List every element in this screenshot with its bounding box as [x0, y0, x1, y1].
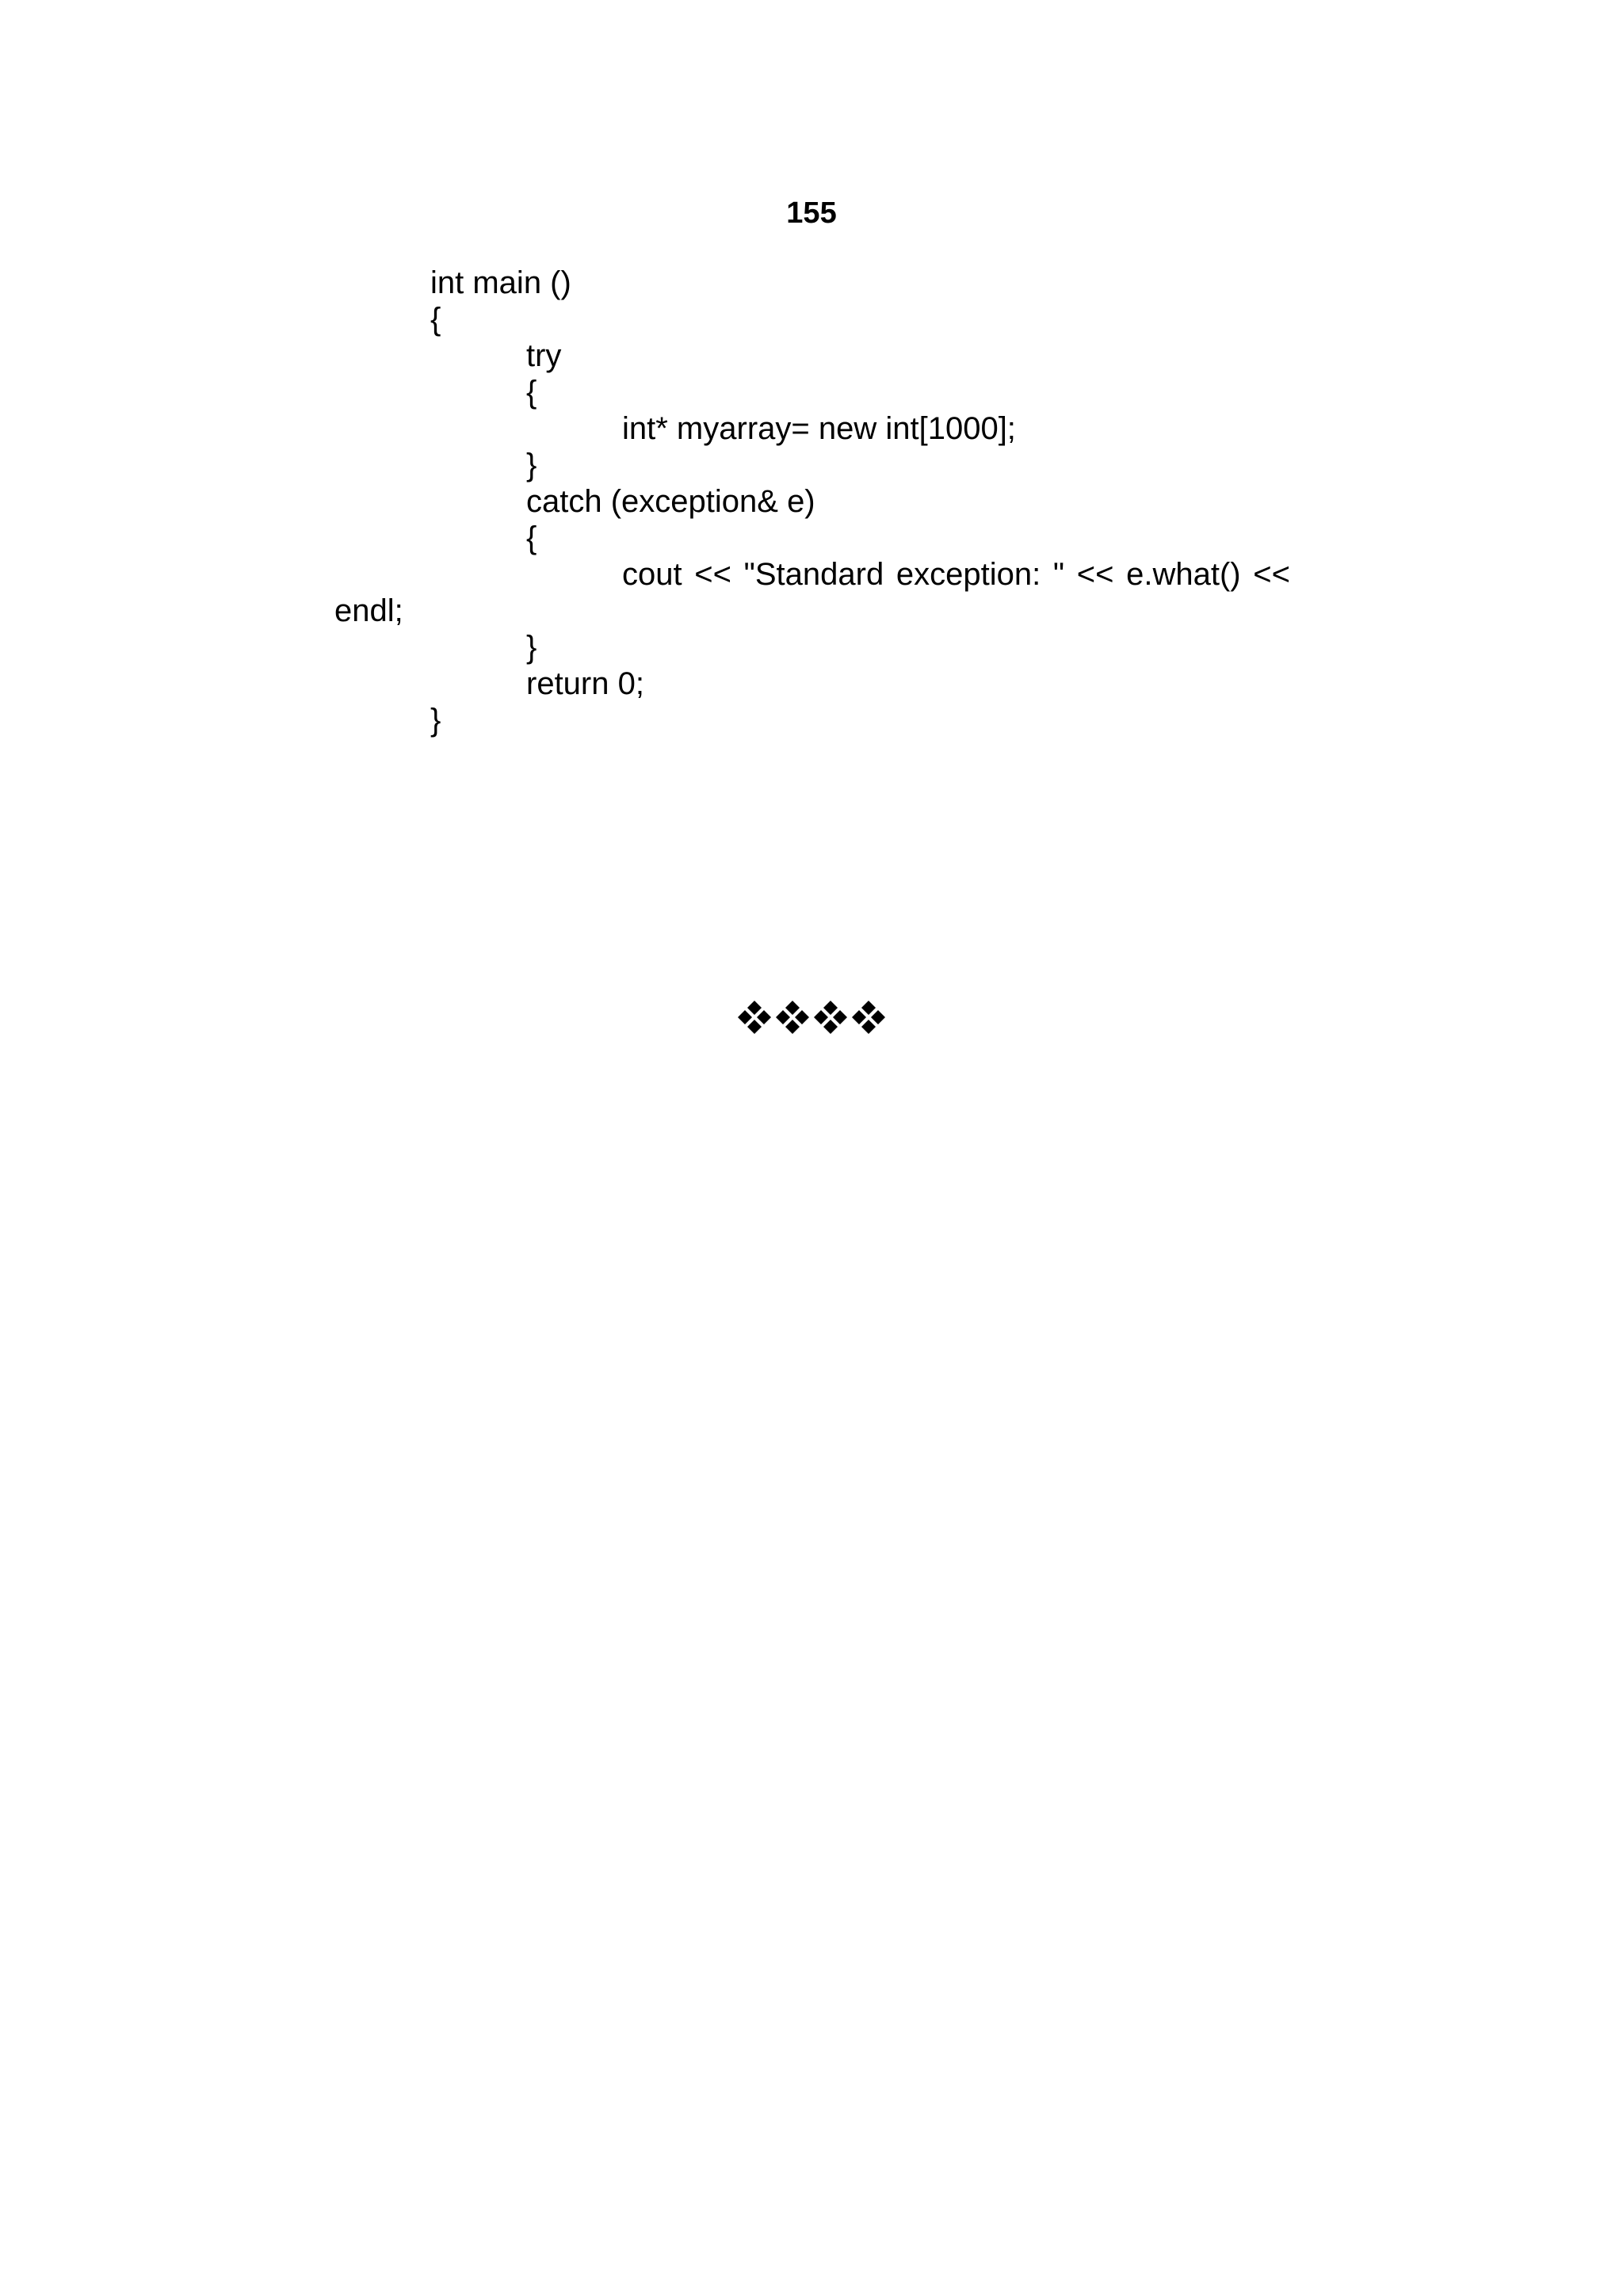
code-line: return 0; [526, 666, 644, 701]
code-line: int main () [430, 265, 571, 300]
section-end-ornament [737, 1000, 886, 1035]
four-diamond-ornament-icon [737, 1000, 772, 1035]
code-line: try [526, 338, 562, 373]
code-line: { [526, 375, 537, 410]
code-line: catch (exception& e) [526, 484, 815, 519]
code-line: endl; [334, 593, 403, 628]
code-line: } [526, 448, 537, 482]
code-line: } [526, 630, 537, 665]
code-line: cout << "Standard exception: " << e.what() << [622, 557, 1290, 592]
four-diamond-ornament-icon [851, 1000, 886, 1035]
four-diamond-ornament-icon [813, 1000, 848, 1035]
code-line: int* myarray= new int[1000]; [622, 411, 1016, 446]
four-diamond-ornament-icon [775, 1000, 810, 1035]
code-line: { [526, 521, 537, 555]
code-line: { [430, 302, 441, 337]
code-line: } [430, 703, 441, 738]
page-number: 155 [786, 196, 837, 230]
